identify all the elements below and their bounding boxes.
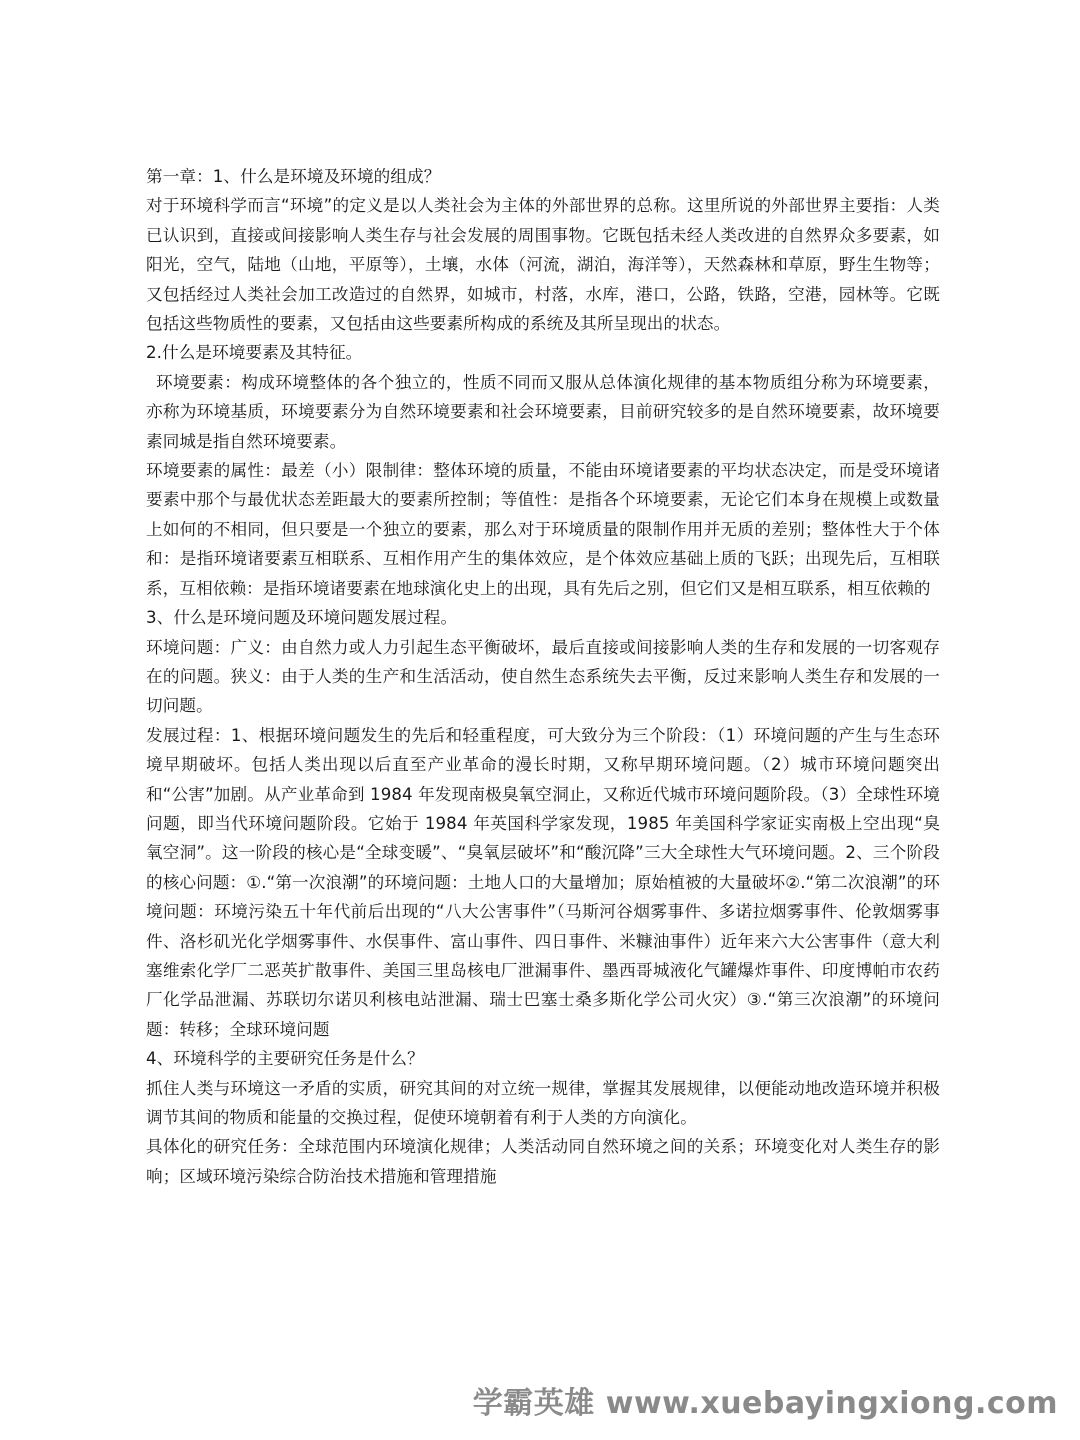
question-heading-2: 2.什么是环境要素及其特征。 [146,343,363,363]
document-body [146,162,940,1191]
paragraph-environment-definition: 对于环境科学而言“环境”的定义是以人类社会为主体的外部世界的总称。这里所说的外部世界主要指：人类已认识到，直接或间接影响人类生存与社会发展的周围事物。它既包括未经人类改进的自然界众多要素，如阳光，空气，陆地（山地，平原等），土壤，水体（河流，湖泊，海洋等），天然森林和草原，野生生物等；又包括经过人类社会加工改造过的自然界，如城市，村落，水库，港口，公路，铁路，空港，园林等。它既包括这些物质性的要素，又包括由这些要素所构成的系统及其所呈现出的状态。 [146,196,940,334]
watermark: 学霸英雄 www.xuebayingxiong.com [472,1386,1058,1421]
question-heading-3: 3、什么是环境问题及环境问题发展过程。 [146,608,458,628]
chapter-heading: 第一章：1、什么是环境及环境的组成？ [146,167,441,186]
paragraph-development-process: 发展过程：1、根据环境问题发生的先后和轻重程度，可大致分为三个阶段：（1）环境问题的产生与生态环境早期破坏。包括人类出现以后直至产业革命的漫长时期，又称早期环境问题。（2）城市环境问题突出和“公害”加剧。从产业革命到 1984 年发现南极臭氧空洞止，又称近代城市环境问题阶段。（3）全球性环境问题，即当代环境问题阶段。它始于 1984 年英国科学家发现，1985 年美国科学家证实南极上空出现“臭氧空洞”。这一阶段的核心是“全球变暖”、“臭氧层破坏”和“酸沉降”三大全球性大气环境问题。2、三个阶段的核心问题：①.“第一次浪潮”的环境问题：土地人口的大量增加；原始植被的大量破坏②.“第二次浪潮”的环境问题：环境污染五十年代前后出现的“八大公害事件”（马斯河谷烟雾事件、多诺拉烟雾事件、伦敦烟雾事件、洛杉矶光化学烟雾事件、水俣事件、富山事件、四日事件、米糠油事件）近年来六大公害事件（意大利塞维索化学厂二恶英扩散事件、美国三里岛核电厂泄漏事件、墨西哥城液化气罐爆炸事件、印度博帕市农药厂化学品泄漏、苏联切尔诺贝利核电站泄漏、瑞士巴塞士桑多斯化学公司火灾）③.“第三次浪潮”的环境问题：转移；全球环境问题 [146,725,940,1039]
paragraph-element-properties: 环境要素的属性：最差（小）限制律：整体环境的质量，不能由环境诸要素的平均状态决定，而是受环境诸要素中那个与最优状态差距最大的要素所控制；等值性：是指各个环境要素，无论它们本身在规模上或数量上如何的不相同，但只要是一个独立的要素，那么对于环境质量的限制作用并无质的差别；整体性大于个体和：是指环境诸要素互相联系、互相作用产生的集体效应，是个体效应基础上质的飞跃；出现先后，互相联系，互相依赖：是指环境诸要素在地球演化史上的出现，具有先后之别，但它们又是相互联系，相互依赖的 [146,461,940,598]
paragraph-main-tasks: 抓住人类与环境这一矛盾的实质，研究其间的对立统一规律，掌握其发展规律，以便能动地改造环境并积极调节其间的物质和能量的交换过程，促使环境朝着有利于人类的方向演化。 [146,1078,940,1127]
question-heading-4: 4、环境科学的主要研究任务是什么？ [146,1049,424,1069]
paragraph-specific-tasks: 具体化的研究任务：全球范围内环境演化规律；人类活动同自然环境之间的关系；环境变化对人类生存的影响；区域环境污染综合防治技术措施和管理措施 [146,1137,940,1186]
paragraph-environment-elements: 环境要素：构成环境整体的各个独立的，性质不同而又服从总体演化规律的基本物质组分称为环境要素，亦称为环境基质，环境要素分为自然环境要素和社会环境要素，目前研究较多的是自然环境要素，故环境要素同城是指自然环境要素。 [146,372,940,451]
paragraph-environment-problems: 环境问题：广义：由自然力或人力引起生态平衡破坏，最后直接或间接影响人类的生存和发展的一切客观存在的问题。狭义：由于人类的生产和生活活动，使自然生态系统失去平衡，反过来影响人类生存和发展的一切问题。 [146,637,940,716]
